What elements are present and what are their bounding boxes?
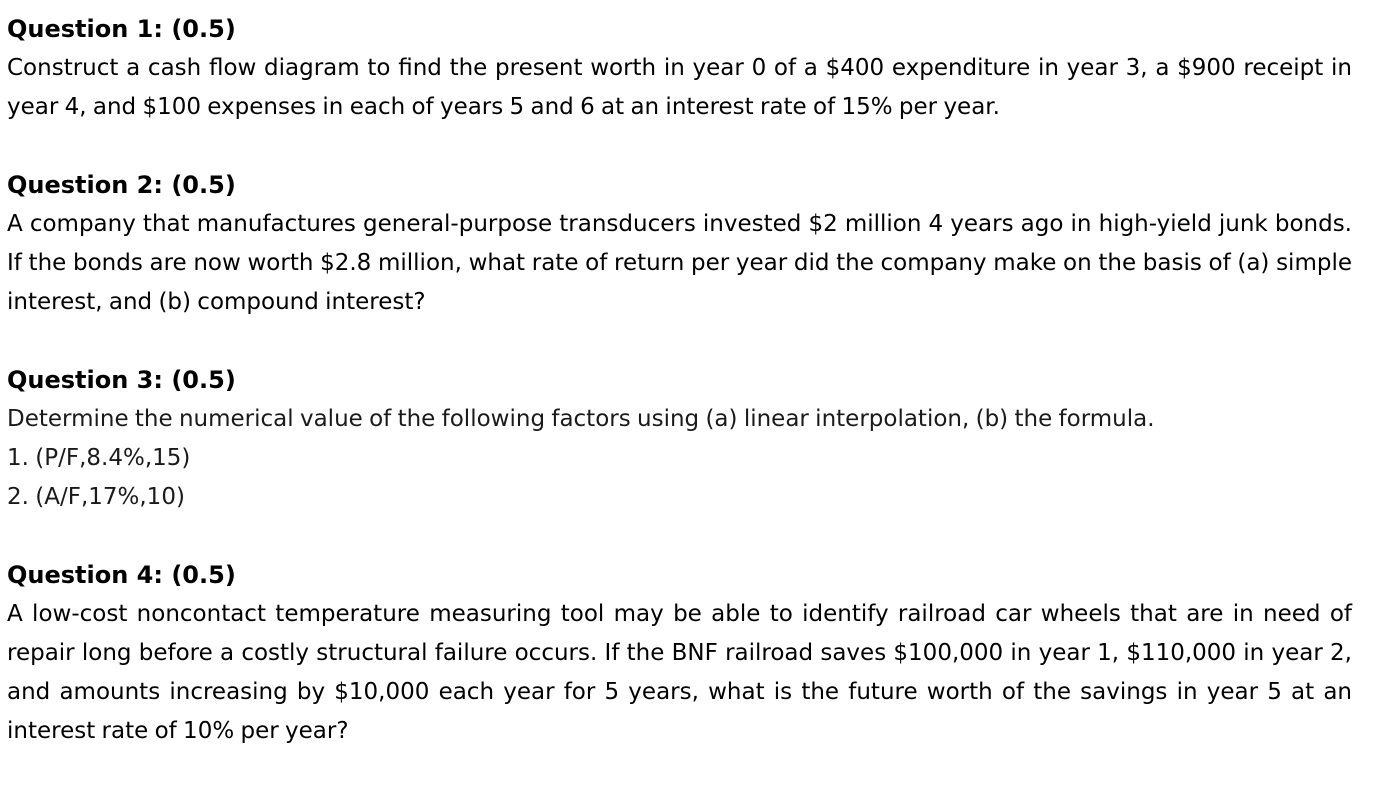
question-3-item-2: 2. (A/F,17%,10) bbox=[7, 484, 185, 510]
question-3-text: Determine the numerical value of the following factors using (a) linear interpolation, (b) the formula. bbox=[7, 406, 1155, 432]
question-1 bbox=[7, 10, 1352, 127]
question-3-title: Question 3: (0.5) bbox=[7, 366, 236, 394]
question-3 bbox=[7, 361, 1352, 517]
question-4-title: Question 4: (0.5) bbox=[7, 561, 236, 589]
question-2-title: Question 2: (0.5) bbox=[7, 171, 236, 199]
question-2-text: A company that manufactures general-purpose transducers invested $2 million 4 years ago in high-yield junk bonds. If the bonds are now worth $2.8 million, what rate of return per year did the company make on the basis of (a) simple interest, and (b) compound interest? bbox=[7, 211, 1352, 315]
question-1-title: Question 1: (0.5) bbox=[7, 15, 236, 43]
question-2 bbox=[7, 166, 1352, 322]
question-4-text: A low-cost noncontact temperature measuring tool may be able to identify railroad car wheels that are in need of repair long before a costly structural failure occurs. If the BNF railroad saves $100,000 in year 1, $110,000 in year 2, and amounts increasing by $10,000 each year for 5 years, what is the future worth of the savings in year 5 at an interest rate of 10% per year? bbox=[7, 601, 1352, 744]
document-body bbox=[7, 10, 1352, 790]
question-4 bbox=[7, 556, 1352, 751]
question-1-text: Construct a cash flow diagram to find the present worth in year 0 of a $400 expenditure in year 3, a $900 receipt in year 4, and $100 expenses in each of years 5 and 6 at an interest rate of 15% per year. bbox=[7, 55, 1352, 120]
question-3-item-1: 1. (P/F,8.4%,15) bbox=[7, 445, 191, 471]
